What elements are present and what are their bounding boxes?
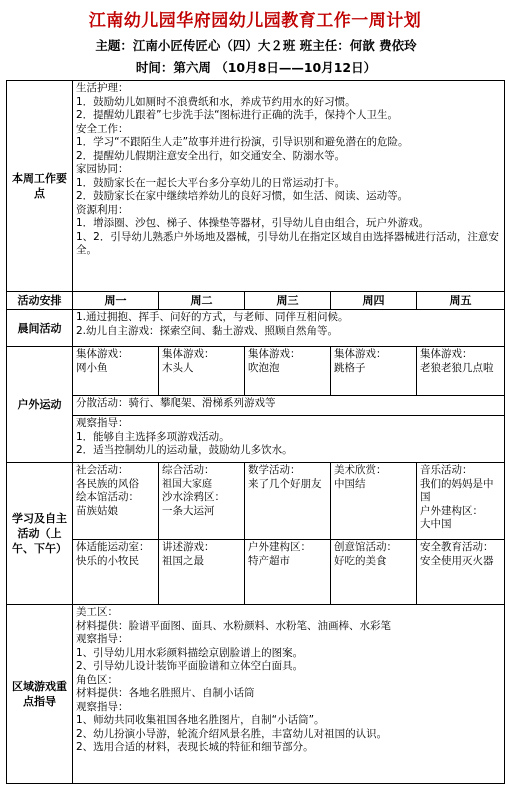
study-cell [245,540,331,605]
study-cell [417,540,505,605]
area-line: 观察指导： [76,633,129,645]
area-line: 观察指导： [76,700,129,713]
study-cell [417,463,505,540]
cell-head: 美术欣赏： [334,464,387,476]
study-cell [159,463,245,540]
outdoor-label: 户外运动 [7,347,73,463]
outdoor-group-cell [73,347,159,396]
cell-body: 老狼老狼几点啦 [420,361,494,374]
cell-body: 好吃的美食 [334,554,387,567]
study-label: 学习及自主活动（上午、下午） [7,463,73,605]
area-content [73,605,505,784]
cell-body: 网小鱼 [76,361,108,374]
morning-row [7,310,505,347]
study-cell [331,463,417,540]
goals-line: 2．鼓励家长在家中继续培养幼儿的良好习惯，如生活、阅读、运动等。 [76,190,409,202]
outdoor-scatter: 分散活动：骑行、攀爬架、滑梯系列游戏等 [73,396,505,416]
study-cell [73,540,159,605]
cell-head: 讲述游戏： [162,541,215,553]
day-monday: 周一 [73,292,159,310]
cell-body: 苗族姑娘 [76,504,118,517]
guide-line: 观察指导： [76,417,129,429]
study-row-1 [7,463,505,540]
cell-head: 户外建构区： [420,504,483,517]
morning-line: 2.幼儿自主游戏：探索空间、黏土游戏、照顾自然角等。 [76,324,339,337]
cell-body: 跳格子 [334,361,366,374]
goals-line: 安全工作： [76,122,129,135]
goals-line: 生活护理： [76,82,129,94]
cell-head: 数学活动： [248,464,301,476]
area-line: 材料提供：脸谱平面图、面具、水粉颜料、水粉笔、油画棒、水彩笔 [76,619,391,632]
outdoor-guide-row [7,416,505,463]
day-wednesday: 周三 [245,292,331,310]
cell-head: 集体游戏： [162,348,215,360]
cell-head: 集体游戏： [334,348,387,360]
cell-body: 各民族的风俗 [76,477,139,490]
cell-body: 来了几个好朋友 [248,477,322,490]
study-cell [245,463,331,540]
day-thursday: 周四 [331,292,417,310]
cell-head: 社会活动： [76,464,129,476]
cell-body: 我们的妈妈是中国 [420,477,494,503]
cell-body: 快乐的小牧民 [76,554,139,567]
outdoor-group-cell [159,347,245,396]
cell-body: 吹泡泡 [248,361,280,374]
study-row-2 [7,540,505,605]
schedule-label: 活动安排 [7,292,73,310]
weekly-plan-table [6,80,505,784]
area-line: 2、选用合适的材料，表现长城的特征和细节部分。 [76,741,314,753]
goals-line: 资源利用： [76,203,129,216]
goals-line: 2．提醒幼儿假期注意安全出行，如交通安全、防溺水等。 [76,149,346,162]
area-row [7,605,505,784]
study-cell [331,540,417,605]
theme-line: 主题：江南小匠传匠心（四）大２班 班主任：何歆 费依玲 [95,38,417,53]
goals-line: 1．鼓励家长在一起长大平台多分享幼儿的日常运动打卡。 [76,176,346,189]
time-line: 时间：第六周 （10月8日——10月12日） [135,60,377,75]
cell-body: 木头人 [162,361,194,374]
day-friday: 周五 [417,292,505,310]
outdoor-group-cell [417,347,505,396]
day-tuesday: 周二 [159,292,245,310]
outdoor-group-row [7,347,505,396]
cell-body: 安全使用灭火器 [420,554,494,567]
area-line: 1、师幼共同收集祖国各地名胜图片，自制“小话筒”。 [76,714,325,726]
study-cell [73,463,159,540]
cell-body: 一条大运河 [162,504,215,517]
goals-line: 1．学习“不跟陌生人走”故事并进行扮演，引导识别和避免潜在的危险。 [76,136,409,148]
cell-head: 创意馆活动： [334,541,397,553]
morning-content [73,310,505,347]
area-label: 区域游戏重点指导 [7,605,73,784]
page-title: 江南幼儿园华府园幼儿园教育工作一周计划 [88,11,422,31]
morning-label: 晨间活动 [7,310,73,347]
area-line: 材料提供：各地名胜照片、自制小话筒 [76,687,255,699]
area-line: 2、引导幼儿设计装饰平面脸谱和立体空白面具。 [76,660,304,672]
guide-line: 2．适当控制幼儿的运动量，鼓励幼儿多饮水。 [76,444,293,456]
goals-line: 1．鼓励幼儿如厕时不浪费纸和水，养成节约用水的好习惯。 [76,95,356,108]
cell-head: 综合活动： [162,464,215,476]
outdoor-scatter-row [7,396,505,416]
goals-row [7,81,505,292]
goals-label: 本周工作要点 [7,81,73,292]
schedule-header-row [7,292,505,310]
cell-head: 沙水涂鸦区： [162,491,225,503]
cell-body: 中国结 [334,477,366,490]
outdoor-group-cell [331,347,417,396]
area-line: 2、幼儿扮演小导游，轮流介绍风景名胜，丰富幼儿对祖国的认识。 [76,727,388,740]
cell-head: 绘本馆活动： [76,491,139,503]
guide-line: 1．能够自主选择多项游戏活动。 [76,430,230,443]
area-line: 美工区： [76,606,118,618]
cell-head: 户外建构区： [248,541,311,553]
cell-head: 集体游戏： [248,348,301,360]
area-line: 角色区： [76,673,118,686]
cell-body: 祖国之最 [162,554,204,567]
morning-line: 1.通过拥抱、挥手、问好的方式，与老师、同伴互相问候。 [76,311,349,323]
goals-line: 1．增添圈、沙包、梯子、体操垫等器材，引导幼儿自由组合，玩户外游戏。 [76,217,430,229]
cell-body: 特产超市 [248,554,290,567]
cell-body: 祖国大家庭 [162,478,212,490]
cell-head: 体适能运动室： [76,541,150,553]
cell-head: 集体游戏： [420,348,473,360]
cell-head: 集体游戏： [76,348,129,360]
cell-head: 音乐活动： [420,464,473,476]
area-line: 1、引导幼儿用水彩颜料描绘京剧脸谱上的图案。 [76,646,304,659]
cell-head: 安全教育活动： [420,541,494,553]
goals-content [73,81,505,292]
outdoor-guide [73,416,505,463]
goals-line: 1、2．引导幼儿熟悉户外场地及器械，引导幼儿在指定区域自由选择器械进行活动，注意安全。 [76,230,499,256]
goals-line: 家园协同： [76,163,129,175]
study-cell [159,540,245,605]
outdoor-group-cell [245,347,331,396]
cell-body: 大中国 [420,518,452,530]
goals-line: 2．提醒幼儿跟着”七步洗手法“图标进行正确的洗手，保持个人卫生。 [76,109,399,121]
